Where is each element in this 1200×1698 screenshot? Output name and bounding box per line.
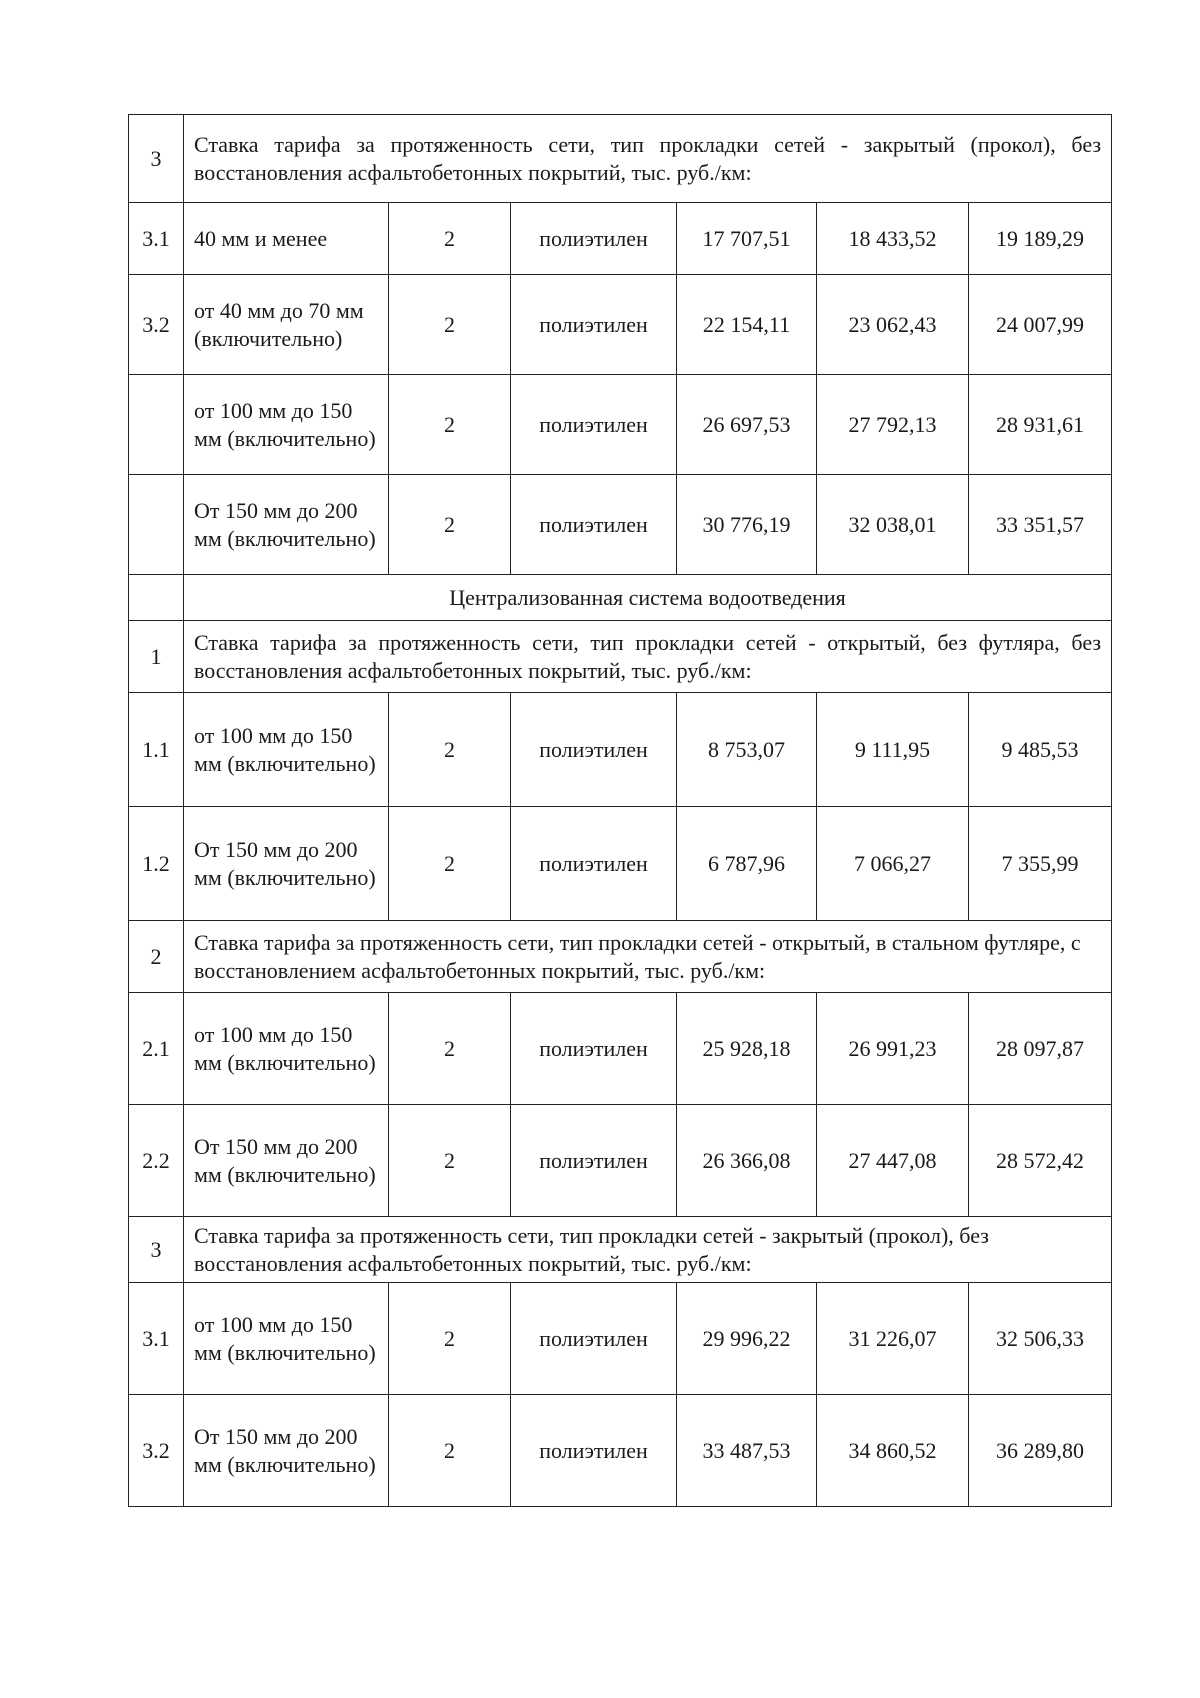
pipe-diameter: От 150 мм до 200 мм (включительно) xyxy=(184,1395,389,1507)
row-number: 1 xyxy=(129,621,184,693)
pipe-count: 2 xyxy=(389,1283,511,1395)
row-number: 3.2 xyxy=(129,1395,184,1507)
rate-value-2: 23 062,43 xyxy=(817,275,969,375)
rate-value-2: 26 991,23 xyxy=(817,993,969,1105)
row-number: 3.1 xyxy=(129,1283,184,1395)
pipe-diameter: от 100 мм до 150 мм (включительно) xyxy=(184,693,389,807)
rate-value-3: 24 007,99 xyxy=(969,275,1112,375)
row-number: 3 xyxy=(129,115,184,203)
table-row xyxy=(129,1105,1112,1217)
pipe-count: 2 xyxy=(389,475,511,575)
pipe-material: полиэтилен xyxy=(511,693,677,807)
pipe-material: полиэтилен xyxy=(511,375,677,475)
pipe-diameter: от 100 мм до 150 мм (включительно) xyxy=(184,993,389,1105)
row-number: 1.1 xyxy=(129,693,184,807)
table-row xyxy=(129,1395,1112,1507)
pipe-diameter: От 150 мм до 200 мм (включительно) xyxy=(184,475,389,575)
group-header-text: Ставка тарифа за протяженность сети, тип прокладки сетей - открытый, в стальном футляре, с восстановлением асфальтобетонных покрытий, тыс. руб./км: xyxy=(184,921,1112,993)
group-header-text: Ставка тарифа за протяженность сети, тип прокладки сетей - закрытый (прокол), без восстановления асфальтобетонных покрытий, тыс. руб./км: xyxy=(184,115,1112,203)
rate-value-3: 7 355,99 xyxy=(969,807,1112,921)
table-row xyxy=(129,275,1112,375)
rate-value-2: 31 226,07 xyxy=(817,1283,969,1395)
pipe-count: 2 xyxy=(389,275,511,375)
row-number: 3 xyxy=(129,1217,184,1283)
pipe-count: 2 xyxy=(389,693,511,807)
pipe-count: 2 xyxy=(389,203,511,275)
pipe-count: 2 xyxy=(389,993,511,1105)
pipe-count: 2 xyxy=(389,375,511,475)
rate-value-2: 7 066,27 xyxy=(817,807,969,921)
section-title: Централизованная система водоотведения xyxy=(184,575,1112,621)
table-row xyxy=(129,807,1112,921)
rate-value-1: 8 753,07 xyxy=(677,693,817,807)
pipe-material: полиэтилен xyxy=(511,807,677,921)
rate-value-1: 29 996,22 xyxy=(677,1283,817,1395)
table-row xyxy=(129,993,1112,1105)
row-number xyxy=(129,575,184,621)
row-number: 3.1 xyxy=(129,203,184,275)
table-row xyxy=(129,375,1112,475)
pipe-diameter: от 40 мм до 70 мм (включительно) xyxy=(184,275,389,375)
rate-value-1: 22 154,11 xyxy=(677,275,817,375)
row-number xyxy=(129,475,184,575)
rate-value-1: 17 707,51 xyxy=(677,203,817,275)
rate-value-1: 25 928,18 xyxy=(677,993,817,1105)
table-row xyxy=(129,1283,1112,1395)
pipe-material: полиэтилен xyxy=(511,475,677,575)
pipe-diameter: 40 мм и менее xyxy=(184,203,389,275)
pipe-material: полиэтилен xyxy=(511,275,677,375)
pipe-diameter: от 100 мм до 150 мм (включительно) xyxy=(184,1283,389,1395)
pipe-diameter: от 100 мм до 150 мм (включительно) xyxy=(184,375,389,475)
rate-value-3: 19 189,29 xyxy=(969,203,1112,275)
pipe-material: полиэтилен xyxy=(511,1395,677,1507)
rate-value-3: 28 097,87 xyxy=(969,993,1112,1105)
table-row xyxy=(129,475,1112,575)
rate-value-2: 27 792,13 xyxy=(817,375,969,475)
rate-value-2: 34 860,52 xyxy=(817,1395,969,1507)
pipe-diameter: От 150 мм до 200 мм (включительно) xyxy=(184,1105,389,1217)
row-number: 2.2 xyxy=(129,1105,184,1217)
rate-value-2: 18 433,52 xyxy=(817,203,969,275)
rate-value-1: 26 366,08 xyxy=(677,1105,817,1217)
rate-value-1: 6 787,96 xyxy=(677,807,817,921)
rate-value-1: 30 776,19 xyxy=(677,475,817,575)
rate-value-3: 28 931,61 xyxy=(969,375,1112,475)
row-number xyxy=(129,375,184,475)
rate-value-3: 28 572,42 xyxy=(969,1105,1112,1217)
row-number: 1.2 xyxy=(129,807,184,921)
table-row xyxy=(129,693,1112,807)
rate-value-3: 33 351,57 xyxy=(969,475,1112,575)
rate-value-1: 26 697,53 xyxy=(677,375,817,475)
row-number: 3.2 xyxy=(129,275,184,375)
group-header-row xyxy=(129,621,1112,693)
pipe-count: 2 xyxy=(389,1395,511,1507)
rate-value-2: 27 447,08 xyxy=(817,1105,969,1217)
rate-value-3: 9 485,53 xyxy=(969,693,1112,807)
pipe-material: полиэтилен xyxy=(511,203,677,275)
group-header-row xyxy=(129,115,1112,203)
rate-value-3: 32 506,33 xyxy=(969,1283,1112,1395)
pipe-material: полиэтилен xyxy=(511,993,677,1105)
pipe-count: 2 xyxy=(389,1105,511,1217)
tariff-table xyxy=(128,114,1112,1507)
rate-value-2: 32 038,01 xyxy=(817,475,969,575)
rate-value-2: 9 111,95 xyxy=(817,693,969,807)
pipe-material: полиэтилен xyxy=(511,1105,677,1217)
group-header-text: Ставка тарифа за протяженность сети, тип прокладки сетей - закрытый (прокол), без восстановления асфальтобетонных покрытий, тыс. руб./км: xyxy=(184,1217,1112,1283)
table-row xyxy=(129,203,1112,275)
group-header-row xyxy=(129,921,1112,993)
group-header-text: Ставка тарифа за протяженность сети, тип прокладки сетей - открытый, без футляра, без восстановления асфальтобетонных покрытий, тыс. руб./км: xyxy=(184,621,1112,693)
pipe-diameter: От 150 мм до 200 мм (включительно) xyxy=(184,807,389,921)
row-number: 2.1 xyxy=(129,993,184,1105)
row-number: 2 xyxy=(129,921,184,993)
rate-value-1: 33 487,53 xyxy=(677,1395,817,1507)
group-header-row xyxy=(129,1217,1112,1283)
rate-value-3: 36 289,80 xyxy=(969,1395,1112,1507)
pipe-material: полиэтилен xyxy=(511,1283,677,1395)
pipe-count: 2 xyxy=(389,807,511,921)
section-row xyxy=(129,575,1112,621)
